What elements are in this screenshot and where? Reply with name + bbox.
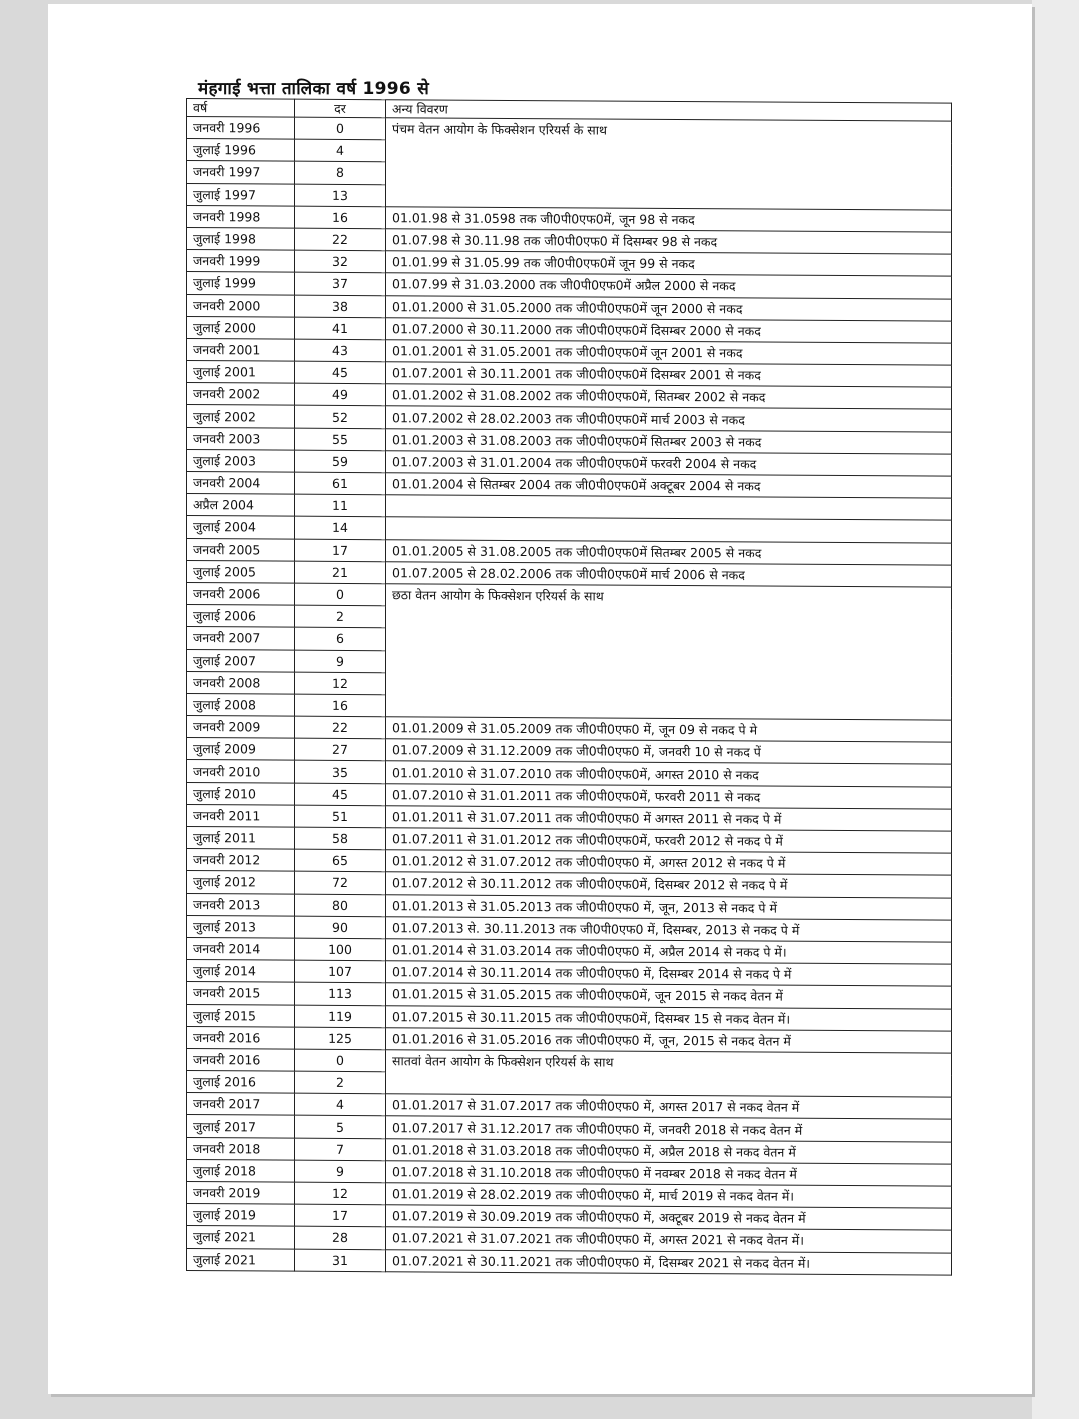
rate-cell: 0 [295,583,386,606]
year-cell: जुलाई 2012 [187,871,295,894]
rate-cell: 72 [295,872,386,895]
rate-cell: 55 [295,428,386,451]
rate-cell: 9 [295,650,386,673]
year-cell: जनवरी 2017 [187,1093,295,1116]
details-cell: 01.01.2000 से 31.05.2000 तक जी0पी0एफ0में जून 2000 से नकद [386,295,952,321]
rate-cell: 125 [295,1027,386,1050]
header-year: वर्ष [187,99,295,118]
details-cell: 01.01.2009 से 31.05.2009 तक जी0पी0एफ0 में, जून 09 से नकद पे मे [386,717,952,743]
rate-cell: 22 [295,716,386,739]
details-cell: 01.07.2018 से 31.10.2018 तक जी0पी0एफ0 में नवम्बर 2018 से नकद वेतन में [386,1161,952,1187]
year-cell: जुलाई 2001 [187,361,295,384]
year-cell: जुलाई 2014 [187,960,295,983]
rate-cell: 12 [295,1182,386,1205]
details-cell: 01.07.2017 से 31.12.2017 तक जी0पी0एफ0 में, जनवरी 2018 से नकद वेतन में [386,1116,952,1142]
rate-cell: 31 [295,1249,386,1272]
details-cell: 01.01.2015 से 31.05.2015 तक जी0पी0एफ0में, जून 2015 से नकद वेतन में [386,983,952,1009]
year-cell: जुलाई 2021 [187,1248,295,1271]
year-cell: जनवरी 2016 [187,1026,295,1049]
year-cell: जनवरी 1997 [187,161,295,184]
header-details: अन्य विवरण [386,100,952,121]
year-cell: जुलाई 1996 [187,139,295,162]
rate-cell: 59 [295,450,386,473]
rate-cell: 0 [295,1049,386,1072]
year-cell: जनवरी 2001 [187,338,295,361]
details-cell: 01.01.2013 से 31.05.2013 तक जी0पी0एफ0 में, जून, 2013 से नकद पे में [386,894,952,920]
year-cell: जुलाई 2002 [187,405,295,428]
year-cell: जुलाई 2013 [187,915,295,938]
rate-cell: 2 [295,605,386,628]
details-cell: 01.07.2019 से 30.09.2019 तक जी0पी0एफ0 में, अक्टूबर 2019 से नकद वेतन में [386,1205,952,1231]
year-cell: जुलाई 2016 [187,1071,295,1094]
year-cell: अप्रैल 2004 [187,494,295,517]
year-cell: जनवरी 2009 [187,716,295,739]
rate-cell: 8 [295,162,386,185]
details-cell: 01.07.99 से 31.03.2000 तक जी0पी0एफ0में अप्रैल 2000 से नकद [386,273,952,299]
details-cell: 01.07.2015 से 30.11.2015 तक जी0पी0एफ0में, दिसम्बर 15 से नकद वेतन में। [386,1005,952,1031]
rate-cell: 2 [295,1071,386,1094]
details-cell: 01.01.2014 से 31.03.2014 तक जी0पी0एफ0 में, अप्रैल 2014 से नकद पे में। [386,939,952,965]
rate-cell: 51 [295,805,386,828]
rate-cell: 5 [295,1116,386,1139]
table-row [187,1248,952,1275]
year-cell: जुलाई 2004 [187,516,295,539]
details-cell: 01.01.2011 से 31.07.2011 तक जी0पी0एफ0 में अगस्त 2011 से नकद पे में [386,806,952,832]
year-cell: जुलाई 2000 [187,316,295,339]
rate-cell: 32 [295,250,386,273]
details-cell: सातवां वेतन आयोग के फिक्सेशन एरियर्स के साथ [386,1050,952,1098]
year-cell: जुलाई 2011 [187,827,295,850]
year-cell: जनवरी 2013 [187,893,295,916]
rate-cell: 37 [295,272,386,295]
details-cell: 01.07.2005 से 28.02.2006 तक जी0पी0एफ0में मार्च 2006 से नकद [386,561,952,587]
rate-cell: 119 [295,1005,386,1028]
rate-cell: 49 [295,383,386,406]
rate-cell: 38 [295,295,386,318]
header-rate: दर [295,99,386,118]
rate-cell: 43 [295,339,386,362]
details-cell: 01.07.2003 से 31.01.2004 तक जी0पी0एफ0में फरवरी 2004 से नकद [386,451,952,477]
year-cell: जनवरी 1999 [187,250,295,273]
details-cell: 01.07.2011 से 31.01.2012 तक जी0पी0एफ0में, फरवरी 2012 से नकद पे में [386,828,952,854]
year-cell: जनवरी 2010 [187,760,295,783]
rate-cell: 4 [295,139,386,162]
details-cell: 01.07.2012 से 30.11.2012 तक जी0पी0एफ0में, दिसम्बर 2012 से नकद पे में [386,872,952,898]
details-cell: 01.07.98 से 30.11.98 तक जी0पी0एफ0 में दिसम्बर 98 से नकद [386,229,952,255]
details-cell: 01.01.2001 से 31.05.2001 तक जी0पी0एफ0में जून 2001 से नकद [386,340,952,366]
year-cell: जुलाई 1999 [187,272,295,295]
year-cell: जनवरी 2012 [187,849,295,872]
details-cell: 01.01.2010 से 31.07.2010 तक जी0पी0एफ0में, अगस्त 2010 से नकद [386,761,952,787]
rate-cell: 11 [295,494,386,517]
year-cell: जनवरी 1998 [187,205,295,228]
rate-cell: 28 [295,1227,386,1250]
rate-cell: 113 [295,982,386,1005]
details-cell: 01.01.2005 से 31.08.2005 तक जी0पी0एफ0में सितम्बर 2005 से नकद [386,539,952,565]
rate-cell: 6 [295,627,386,650]
details-cell: छठा वेतन आयोग के फिक्सेशन एरियर्स के साथ [386,584,952,721]
year-cell: जुलाई 2008 [187,693,295,716]
rate-cell: 41 [295,317,386,340]
rate-cell: 21 [295,561,386,584]
page-title: मंहगाई भत्ता तालिका वर्ष 1996 से [198,79,430,99]
details-cell: 01.07.2009 से 31.12.2009 तक जी0पी0एफ0 में, जनवरी 10 से नकद पें [386,739,952,765]
details-cell: 01.01.2003 से 31.08.2003 तक जी0पी0एफ0में सितम्बर 2003 से नकद [386,428,952,454]
year-cell: जनवरी 2008 [187,671,295,694]
details-cell: 01.01.2004 से सितम्बर 2004 तक जी0पी0एफ0में अक्टूबर 2004 से नकद [386,473,952,499]
da-table [186,98,952,1275]
year-cell: जुलाई 2018 [187,1159,295,1182]
details-cell: 01.01.2002 से 31.08.2002 तक जी0पी0एफ0में, सितम्बर 2002 से नकद [386,384,952,410]
rate-cell: 58 [295,827,386,850]
year-cell: जनवरी 2018 [187,1137,295,1160]
rate-cell: 27 [295,738,386,761]
details-cell: पंचम वेतन आयोग के फिक्सेशन एरियर्स के साथ [386,118,952,210]
rate-cell: 45 [295,783,386,806]
year-cell: जनवरी 2014 [187,937,295,960]
rate-cell: 45 [295,361,386,384]
rate-cell: 61 [295,472,386,495]
year-cell: जनवरी 2007 [187,627,295,650]
year-cell: जुलाई 2007 [187,649,295,672]
year-cell: जनवरी 2011 [187,804,295,827]
rate-cell: 7 [295,1138,386,1161]
details-cell: 01.01.99 से 31.05.99 तक जी0पी0एफ0में जून 99 से नकद [386,251,952,277]
details-cell: 01.07.2013 से. 30.11.2013 तक जी0पी0एफ0 में, दिसम्बर, 2013 से नकद पे में [386,916,952,942]
year-cell: जुलाई 1997 [187,183,295,206]
year-cell: जनवरी 2000 [187,294,295,317]
year-cell: जुलाई 2010 [187,782,295,805]
rate-cell: 52 [295,406,386,429]
rate-cell: 12 [295,672,386,695]
rate-cell: 80 [295,894,386,917]
details-cell: 01.07.2002 से 28.02.2003 तक जी0पी0एफ0में मार्च 2003 से नकद [386,406,952,432]
year-cell: जनवरी 1996 [187,117,295,140]
rate-cell: 9 [295,1160,386,1183]
year-cell: जुलाई 2015 [187,1004,295,1027]
year-cell: जनवरी 2003 [187,427,295,450]
rate-cell: 0 [295,117,386,140]
details-cell: 01.07.2021 से 30.11.2021 तक जी0पी0एफ0 में, दिसम्बर 2021 से नकद वेतन में। [386,1249,952,1275]
details-cell: 01.01.2016 से 31.05.2016 तक जी0पी0एफ0 में, जून, 2015 से नकद वेतन में [386,1027,952,1053]
details-cell: 01.07.2001 से 30.11.2001 तक जी0पी0एफ0में दिसम्बर 2001 से नकद [386,362,952,388]
table-body [187,117,952,1275]
details-cell: 01.07.2021 से 31.07.2021 तक जी0पी0एफ0 में, अगस्त 2021 से नकद वेतन में। [386,1227,952,1253]
year-cell: जुलाई 2003 [187,449,295,472]
year-cell: जुलाई 2019 [187,1204,295,1227]
rate-cell: 100 [295,938,386,961]
rate-cell: 13 [295,184,386,207]
rate-cell: 4 [295,1093,386,1116]
rate-cell: 14 [295,517,386,540]
rate-cell: 16 [295,206,386,229]
year-cell: जनवरी 2004 [187,472,295,495]
year-cell: जुलाई 2005 [187,560,295,583]
details-cell: 01.01.98 से 31.0598 तक जी0पी0एफ0में, जून 98 से नकद [386,206,952,232]
year-cell: जुलाई 2021 [187,1226,295,1249]
rate-cell: 17 [295,1204,386,1227]
year-cell: जनवरी 2002 [187,383,295,406]
year-cell: जुलाई 2009 [187,738,295,761]
details-cell: 01.07.2010 से 31.01.2011 तक जी0पी0एफ0में, फरवरी 2011 से नकद [386,783,952,809]
year-cell: जुलाई 2017 [187,1115,295,1138]
year-cell: जनवरी 2005 [187,538,295,561]
rate-cell: 16 [295,694,386,717]
rate-cell: 17 [295,539,386,562]
rate-cell: 35 [295,761,386,784]
details-cell: 01.01.2017 से 31.07.2017 तक जी0पी0एफ0 में, अगस्त 2017 से नकद वेतन में [386,1094,952,1120]
rate-cell: 22 [295,228,386,251]
year-cell: जनवरी 2015 [187,982,295,1005]
details-cell: 01.01.2012 से 31.07.2012 तक जी0पी0एफ0 में, अगस्त 2012 से नकद पे में [386,850,952,876]
rate-cell: 65 [295,849,386,872]
year-cell: जुलाई 1998 [187,227,295,250]
year-cell: जनवरी 2019 [187,1182,295,1205]
year-cell: जनवरी 2016 [187,1048,295,1071]
rate-cell: 107 [295,960,386,983]
viewer-right-margin [1032,0,1079,1419]
details-cell: 01.07.2000 से 30.11.2000 तक जी0पी0एफ0में दिसम्बर 2000 से नकद [386,317,952,343]
year-cell: जुलाई 2006 [187,605,295,628]
rate-cell: 90 [295,916,386,939]
details-cell: 01.01.2019 से 28.02.2019 तक जी0पी0एफ0 में, मार्च 2019 से नकद वेतन में। [386,1183,952,1209]
details-cell: 01.01.2018 से 31.03.2018 तक जी0पी0एफ0 में, अप्रैल 2018 से नकद वेतन में [386,1138,952,1164]
year-cell: जनवरी 2006 [187,582,295,605]
details-cell: 01.07.2014 से 30.11.2014 तक जी0पी0एफ0 में, दिसम्बर 2014 से नकद पे में [386,961,952,987]
